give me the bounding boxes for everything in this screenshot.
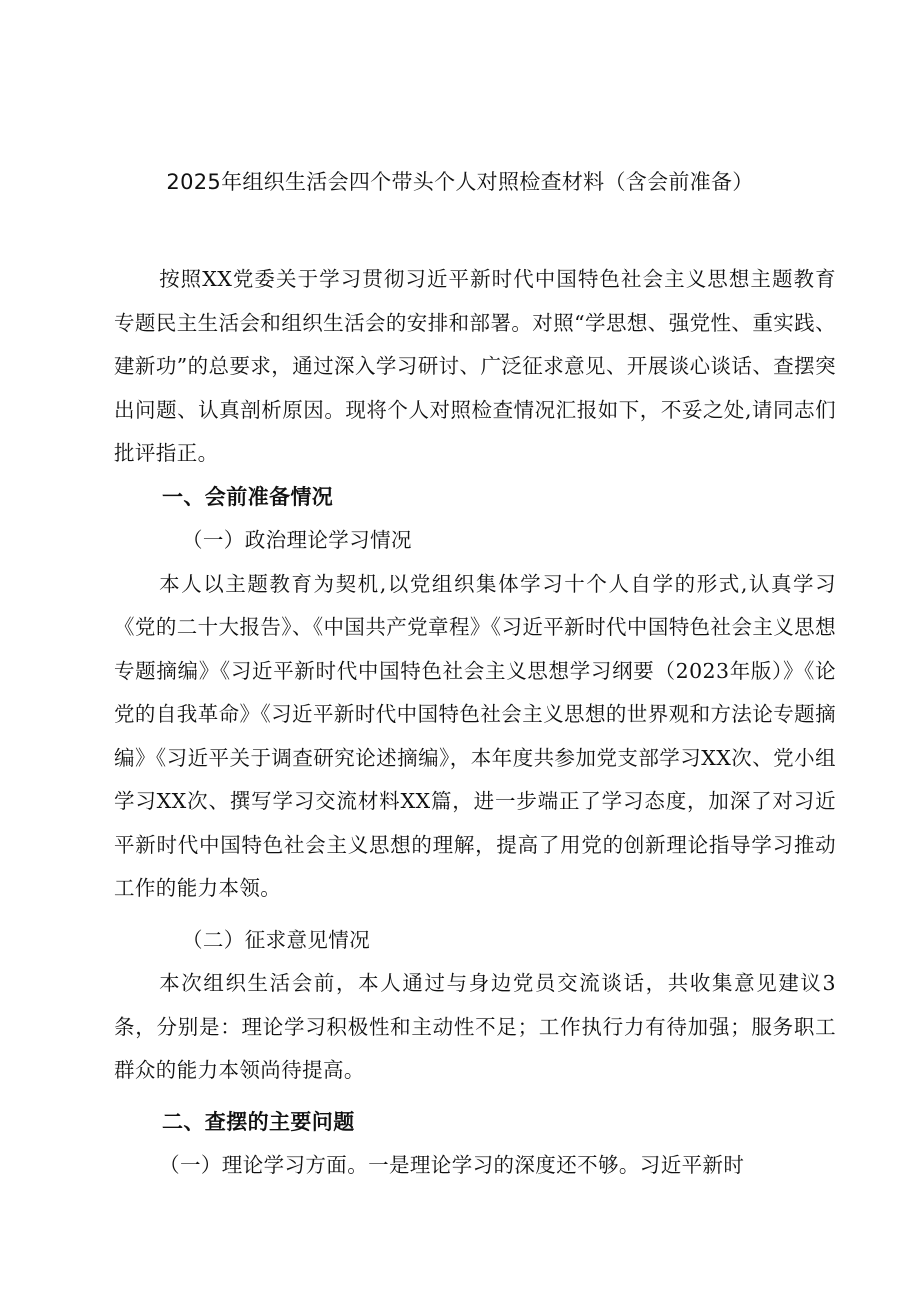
subsection-heading-theory-study: （一）政治理论学习情况	[182, 528, 412, 552]
document-body	[114, 258, 836, 1188]
theory-study-paragraph: 本人以主题教育为契机,以党组织集体学习十个人自学的形式,认真学习《党的二十大报告》、《中国共产党章程》《习近平新时代中国特色社会主义思想专题摘编》《习近平新时代中国特色社会主义思想学习纲要（2023年版）》《论党的自我革命》《习近平新时代中国特色社会主义思想的世界观和方法论专题摘编》《习近平关于调查研究论述摘编》，本年度共参加党支部学习XX次、党小组学习XX次、撰写学习交流材料XX篇，进一步端正了学习态度，加深了对习近平新时代中国特色社会主义思想的理解，提高了用党的创新理论指导学习推动工作的能力本领。	[114, 571, 836, 900]
spacer	[114, 1093, 836, 1101]
subsection-heading-opinions: （二）征求意见情况	[182, 927, 371, 952]
spacer	[114, 911, 836, 919]
section-heading-problems: 二、查摆的主要问题	[162, 1109, 355, 1134]
document-title: 2025年组织生活会四个带头个人对照检查材料（含会前准备）	[166, 170, 754, 194]
opinions-paragraph: 本次组织生活会前，本人通过与身边党员交流谈话，共收集意见建议3条，分别是：理论学习积极性和主动性不足；工作执行力有待加强；服务职工群众的能力本领尚待提高。	[114, 971, 836, 1082]
intro-paragraph: 按照XX党委关于学习贯彻习近平新时代中国特色社会主义思想主题教育专题民主生活会和组织生活会的安排和部署。对照“学思想、强党性、重实践、建新功”的总要求，通过深入学习研讨、广泛征求意见、开展谈心谈话、查摆突出问题、认真剖析原因。现将个人对照检查情况汇报如下，不妥之处,请同志们批评指正。	[114, 267, 836, 465]
problems-paragraph: （一）理论学习方面。一是理论学习的深度还不够。习近平新时	[159, 1153, 745, 1177]
section-heading-preparation: 一、会前准备情况	[162, 484, 334, 509]
